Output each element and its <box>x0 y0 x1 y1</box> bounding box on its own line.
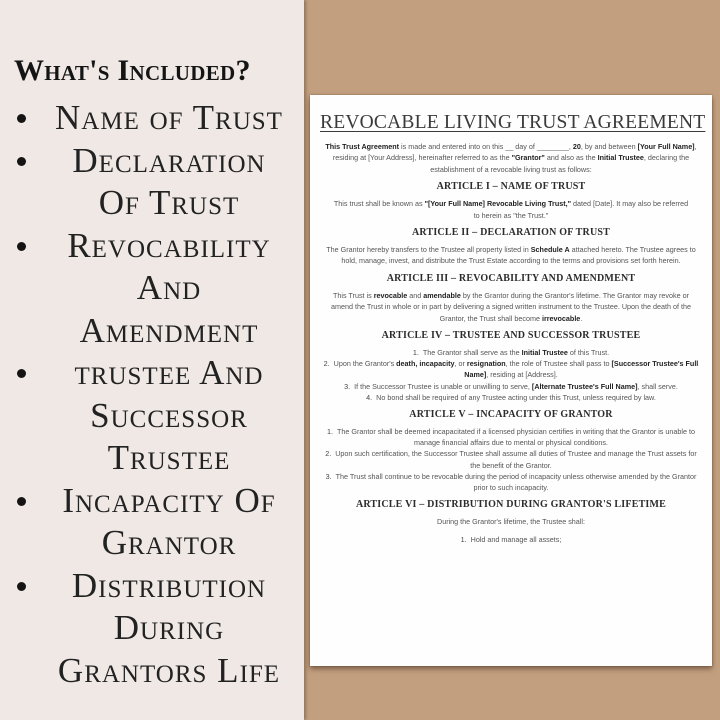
bold-text: Initial Trustee <box>597 153 644 163</box>
list-number: 2. <box>323 359 330 369</box>
bold-text: amendable <box>423 290 461 300</box>
bold-text: death, incapacity <box>396 359 455 369</box>
bold-text: 20 <box>572 142 581 151</box>
feature-line: During <box>113 608 225 647</box>
bold-text: resignation <box>466 359 506 369</box>
numbered-list <box>320 534 702 545</box>
feature-line: Distribution <box>71 565 267 605</box>
text: The Grantor shall be deemed incapacitated if a licensed physician certifies in writing that the Grantor is unable to manage financial affairs due to mental or physical conditions. <box>337 427 695 448</box>
text: , the role of Trustee shall pass to <box>505 359 612 369</box>
text: Upon such certification, the Successor Trustee shall assume all duties of Trustee and manage the Trust assets for the benefit of the Grantor. <box>335 449 697 470</box>
text: is made and entered into on this __ day of ________, <box>399 142 573 151</box>
text: and <box>407 290 424 300</box>
bold-text: [Alternate Trustee's Full Name] <box>531 381 638 391</box>
feature-line: Incapacity Of <box>62 480 276 520</box>
bold-text: [Successor Trustee's Full Name] <box>464 359 699 380</box>
text: dated [Date]. It may also be referred to herein as "the Trust." <box>473 199 689 220</box>
list-item <box>320 471 702 493</box>
bold-text: revocable <box>373 290 408 300</box>
article-heading: ARTICLE V – INCAPACITY OF GRANTOR <box>409 409 613 421</box>
article-paragraph <box>325 290 697 324</box>
list-number: 1. <box>460 534 467 544</box>
list-item <box>320 448 702 470</box>
list-number: 1. <box>412 348 419 358</box>
text: This trust shall be known as <box>333 199 425 209</box>
feature-item-trustee <box>0 352 304 480</box>
text: and also as the <box>544 153 598 163</box>
feature-item-revocability <box>0 225 304 353</box>
headline: What's Included? <box>14 54 251 87</box>
feature-line: Grantors Life <box>57 650 281 690</box>
list-item <box>320 392 702 403</box>
article-heading: ARTICLE III – REVOCABILITY AND AMENDMENT <box>386 272 636 284</box>
text: Hold and manage all assets; <box>470 534 562 544</box>
text: attached hereto. The Trustee agrees to hold, manage, invest, and distribute the Trust Estate according to the terms and provisions set forth herein. <box>341 245 696 266</box>
article-paragraph <box>331 198 691 221</box>
text: . <box>580 313 583 323</box>
article-paragraph <box>321 244 701 267</box>
text: , residing at [Address]. <box>486 370 558 380</box>
list-item <box>320 347 702 358</box>
list-item <box>320 534 702 545</box>
text: , residing at [Your Address], hereinafter referred to as the <box>332 142 697 163</box>
bold-text: Schedule A <box>530 245 570 255</box>
feature-item-distribution <box>0 565 304 693</box>
feature-line: Revocability <box>67 225 271 265</box>
list-number: 2. <box>325 449 332 459</box>
feature-line: Successor <box>90 395 248 435</box>
article-heading: ARTICLE VI – DISTRIBUTION DURING GRANTOR'S LIFETIME <box>355 499 667 511</box>
text: by the Grantor during the Grantor's lifetime. The Grantor may revoke or amend the Trust in whole or in part by delivering a signed written instrument to the Trustee. Upon the death of the Grantor, the Trust shall become <box>331 290 691 323</box>
bullet-icon <box>17 114 26 123</box>
list-item <box>320 426 702 448</box>
article-heading: ARTICLE IV – TRUSTEE AND SUCCESSOR TRUSTEE <box>381 330 641 342</box>
intro-paragraph <box>322 141 700 175</box>
article-heading: ARTICLE II – DECLARATION OF TRUST <box>411 227 611 239</box>
feature-line: And <box>136 268 202 307</box>
feature-line: Trustee <box>107 438 231 477</box>
text: The Grantor hereby transfers to the Trustee all property listed in <box>326 245 531 255</box>
feature-list <box>0 97 304 692</box>
list-number: 3. <box>344 381 351 391</box>
bullet-icon <box>17 497 26 506</box>
features-panel <box>0 0 304 720</box>
feature-item-declaration-of-trust <box>0 140 304 225</box>
feature-line: Declaration <box>72 140 266 180</box>
bullet-icon <box>17 157 26 166</box>
text: Upon the Grantor's <box>333 359 397 369</box>
text: , shall serve. <box>637 381 678 391</box>
bullet-icon <box>17 242 26 251</box>
bold-text: This Trust Agreement <box>325 142 400 151</box>
text: , or <box>454 359 467 369</box>
text: of this Trust. <box>567 348 610 358</box>
text: , by and between <box>580 142 638 151</box>
numbered-list <box>320 347 702 403</box>
bold-text: "Grantor" <box>511 153 545 163</box>
document-page <box>310 95 712 666</box>
bullet-icon <box>17 582 26 591</box>
text: The Grantor shall serve as the <box>422 348 522 358</box>
list-item <box>320 358 702 380</box>
bullet-icon <box>17 369 26 378</box>
feature-line: Grantor <box>101 523 237 562</box>
list-number: 1. <box>327 427 333 437</box>
numbered-list <box>320 426 702 493</box>
text: , declaring the establishment of a revocable living trust as follows: <box>430 153 690 174</box>
feature-line: Name of Trust <box>55 98 283 137</box>
feature-line: Amendment <box>79 310 259 350</box>
list-number: 3. <box>325 471 332 481</box>
bold-text: [Your Full Name] <box>637 142 695 151</box>
text: During the Grantor's lifetime, the Trustee shall: <box>437 517 585 527</box>
text: No bond shall be required of any Trustee acting under this Trust, unless required by law. <box>376 392 656 402</box>
article-paragraph <box>320 516 702 527</box>
text: This Trust is <box>332 290 374 300</box>
bold-text: Initial Trustee <box>521 348 568 358</box>
list-number: 4. <box>366 392 373 402</box>
text: If the Successor Trustee is unable or unwilling to serve, <box>354 381 532 391</box>
article-heading: ARTICLE I – NAME OF TRUST <box>436 181 586 193</box>
feature-item-incapacity <box>0 480 304 565</box>
bold-text: irrevocable <box>541 313 581 323</box>
feature-item-name-of-trust <box>0 97 304 140</box>
bold-text: "[Your Full Name] Revocable Living Trust," <box>424 199 572 209</box>
text: The Trust shall continue to be revocable during the period of incapacity unless otherwise amended by the Grantor prior to such incapacity. <box>335 471 697 493</box>
feature-line: trustee And <box>74 353 264 392</box>
list-item <box>320 381 702 392</box>
feature-line: Of Trust <box>98 183 240 222</box>
document-title: REVOCABLE LIVING TRUST AGREEMENT <box>320 112 706 133</box>
